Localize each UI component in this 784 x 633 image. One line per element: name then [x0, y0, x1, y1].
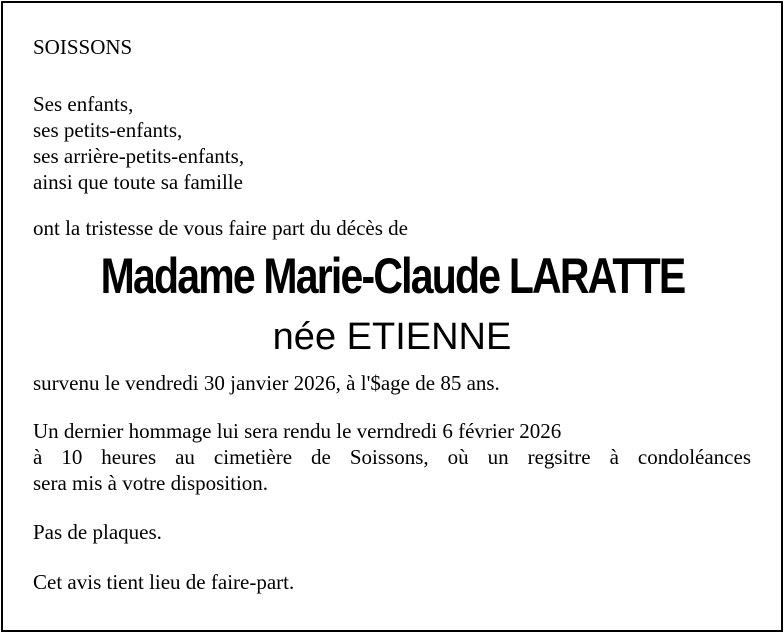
- ceremony-details: [33, 418, 751, 496]
- family-list: [33, 91, 244, 195]
- ceremony-line: à 10 heures au cimetière de Soissons, où un regsitre à condoléances: [33, 445, 751, 469]
- family-line: ses petits-enfants,: [33, 118, 183, 142]
- closing-note: Cet avis tient lieu de faire-part.: [33, 570, 295, 594]
- death-info: survenu le vendredi 30 janvier 2026, à l'$age de 85 ans.: [33, 371, 500, 395]
- maiden-name: née ETIENNE: [272, 316, 512, 358]
- announcement-text: ont la tristesse de vous faire part du décès de: [33, 216, 408, 240]
- obituary-notice: [1, 1, 783, 632]
- ceremony-line: sera mis à votre disposition.: [33, 471, 269, 495]
- family-line: ainsi que toute sa famille: [33, 170, 243, 194]
- flowers-note: Pas de plaques.: [33, 520, 162, 544]
- deceased-name: Madame Marie-Claude LARATTE: [100, 248, 685, 304]
- city-heading: SOISSONS: [33, 35, 133, 59]
- family-line: ses arrière-petits-enfants,: [33, 144, 245, 168]
- ceremony-line: Un dernier hommage lui sera rendu le verndredi 6 février 2026: [33, 419, 562, 443]
- family-line: Ses enfants,: [33, 92, 134, 116]
